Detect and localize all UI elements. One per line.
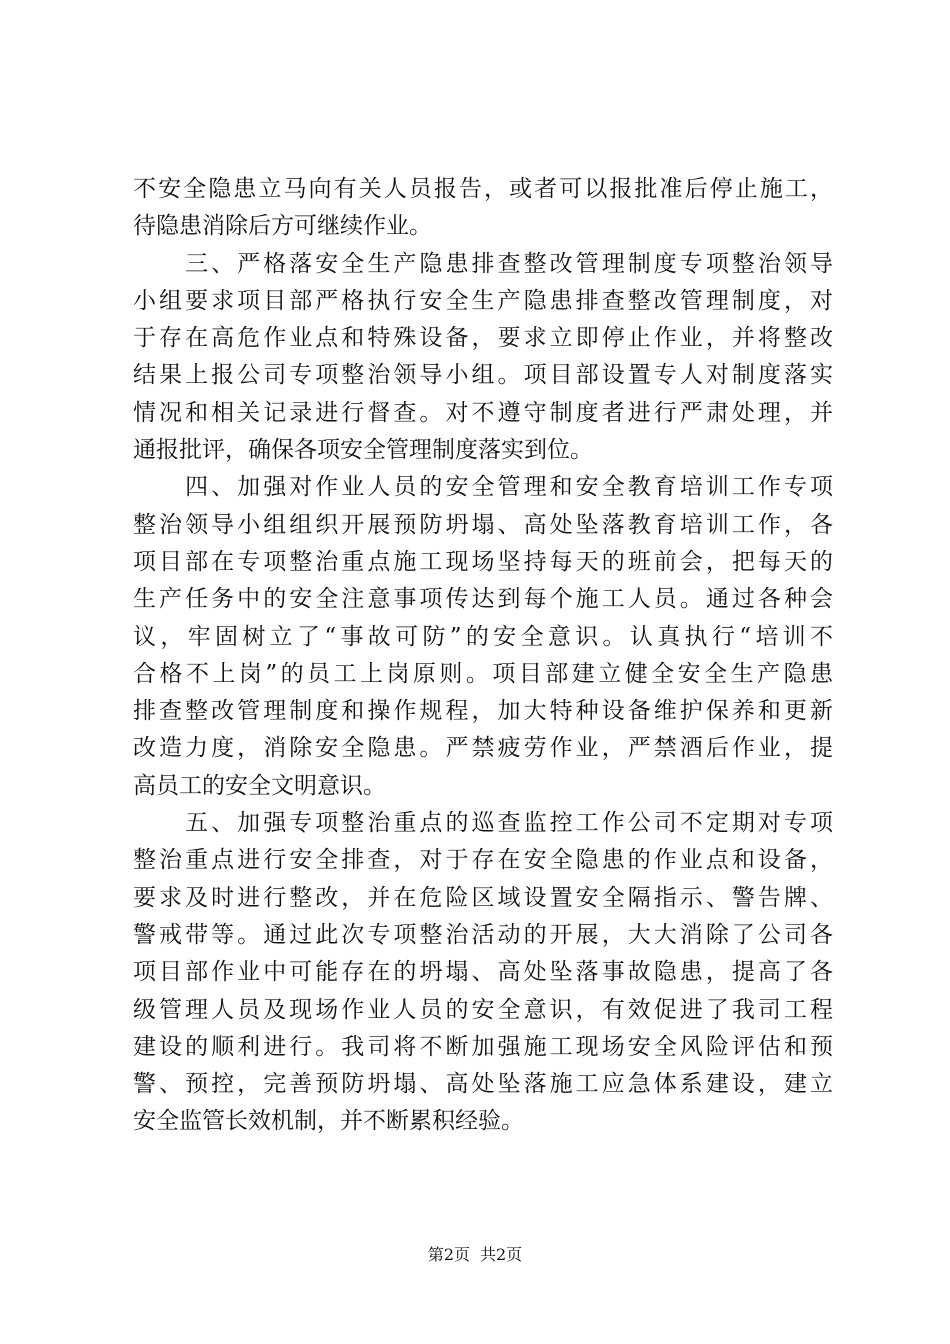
text-line: 项目部作业中可能存在的坍塌、高处坠落事故隐患，提高了各 [133, 959, 833, 986]
text-line: 待隐患消除后方可继续作业。 [133, 213, 432, 240]
text-line: 高员工的安全文明意识。 [133, 772, 386, 799]
text-line: 改造力度，消除安全隐患。严禁疲劳作业，严禁酒后作业，提 [133, 735, 833, 762]
text-line: 小组要求项目部严格执行安全生产隐患排查整改管理制度，对 [133, 287, 833, 314]
text-line: 警戒带等。通过此次专项整治活动的开展，大大消除了公司各 [133, 921, 833, 948]
page-footer [0, 1245, 950, 1265]
text-line: 情况和相关记录进行督查。对不遵守制度者进行严肃处理，并 [133, 399, 833, 426]
text-line: 五、加强专项整治重点的巡查监控工作公司不定期对专项 [133, 810, 833, 837]
text-line: 整治领导小组组织开展预防坍塌、高处坠落教育培训工作，各 [133, 511, 833, 538]
page-number: 第2页 [427, 1245, 470, 1264]
text-line: 议，牢固树立了“事故可防”的安全意识。认真执行“培训不 [133, 623, 833, 650]
text-line: 警、预控，完善预防坍塌、高处坠落施工应急体系建设，建立 [133, 1071, 833, 1098]
text-line: 于存在高危作业点和特殊设备，要求立即停止作业，并将整改 [133, 325, 833, 352]
text-line: 排查整改管理制度和操作规程，加大特种设备维护保养和更新 [133, 698, 833, 725]
document-body [133, 171, 833, 1141]
text-line: 安全监管长效机制，并不断累积经验。 [133, 1108, 524, 1135]
text-line: 要求及时进行整改，并在危险区域设置安全隔指示、警告牌、 [133, 884, 833, 911]
page-total: 共2页 [480, 1245, 523, 1264]
text-line: 不安全隐患立马向有关人员报告，或者可以报批准后停止施工， [133, 176, 833, 202]
text-line: 合格不上岗”的员工上岗原则。项目部建立健全安全生产隐患 [133, 660, 833, 687]
text-line: 结果上报公司专项整治领导小组。项目部设置专人对制度落实 [133, 362, 833, 389]
text-line: 四、加强对作业人员的安全管理和安全教育培训工作专项 [133, 474, 833, 501]
text-line: 整治重点进行安全排查，对于存在安全隐患的作业点和设备， [133, 847, 833, 874]
text-line: 三、严格落安全生产隐患排查整改管理制度专项整治领导 [133, 250, 833, 277]
text-line: 级管理人员及现场作业人员的安全意识，有效促进了我司工程 [133, 996, 833, 1023]
text-line: 项目部在专项整治重点施工现场坚持每天的班前会，把每天的 [133, 548, 833, 575]
text-line: 生产任务中的安全注意事项传达到每个施工人员。通过各种会 [133, 586, 833, 613]
text-line: 建设的顺利进行。我司将不断加强施工现场安全风险评估和预 [133, 1033, 833, 1060]
text-line: 通报批评，确保各项安全管理制度落实到位。 [133, 437, 593, 464]
